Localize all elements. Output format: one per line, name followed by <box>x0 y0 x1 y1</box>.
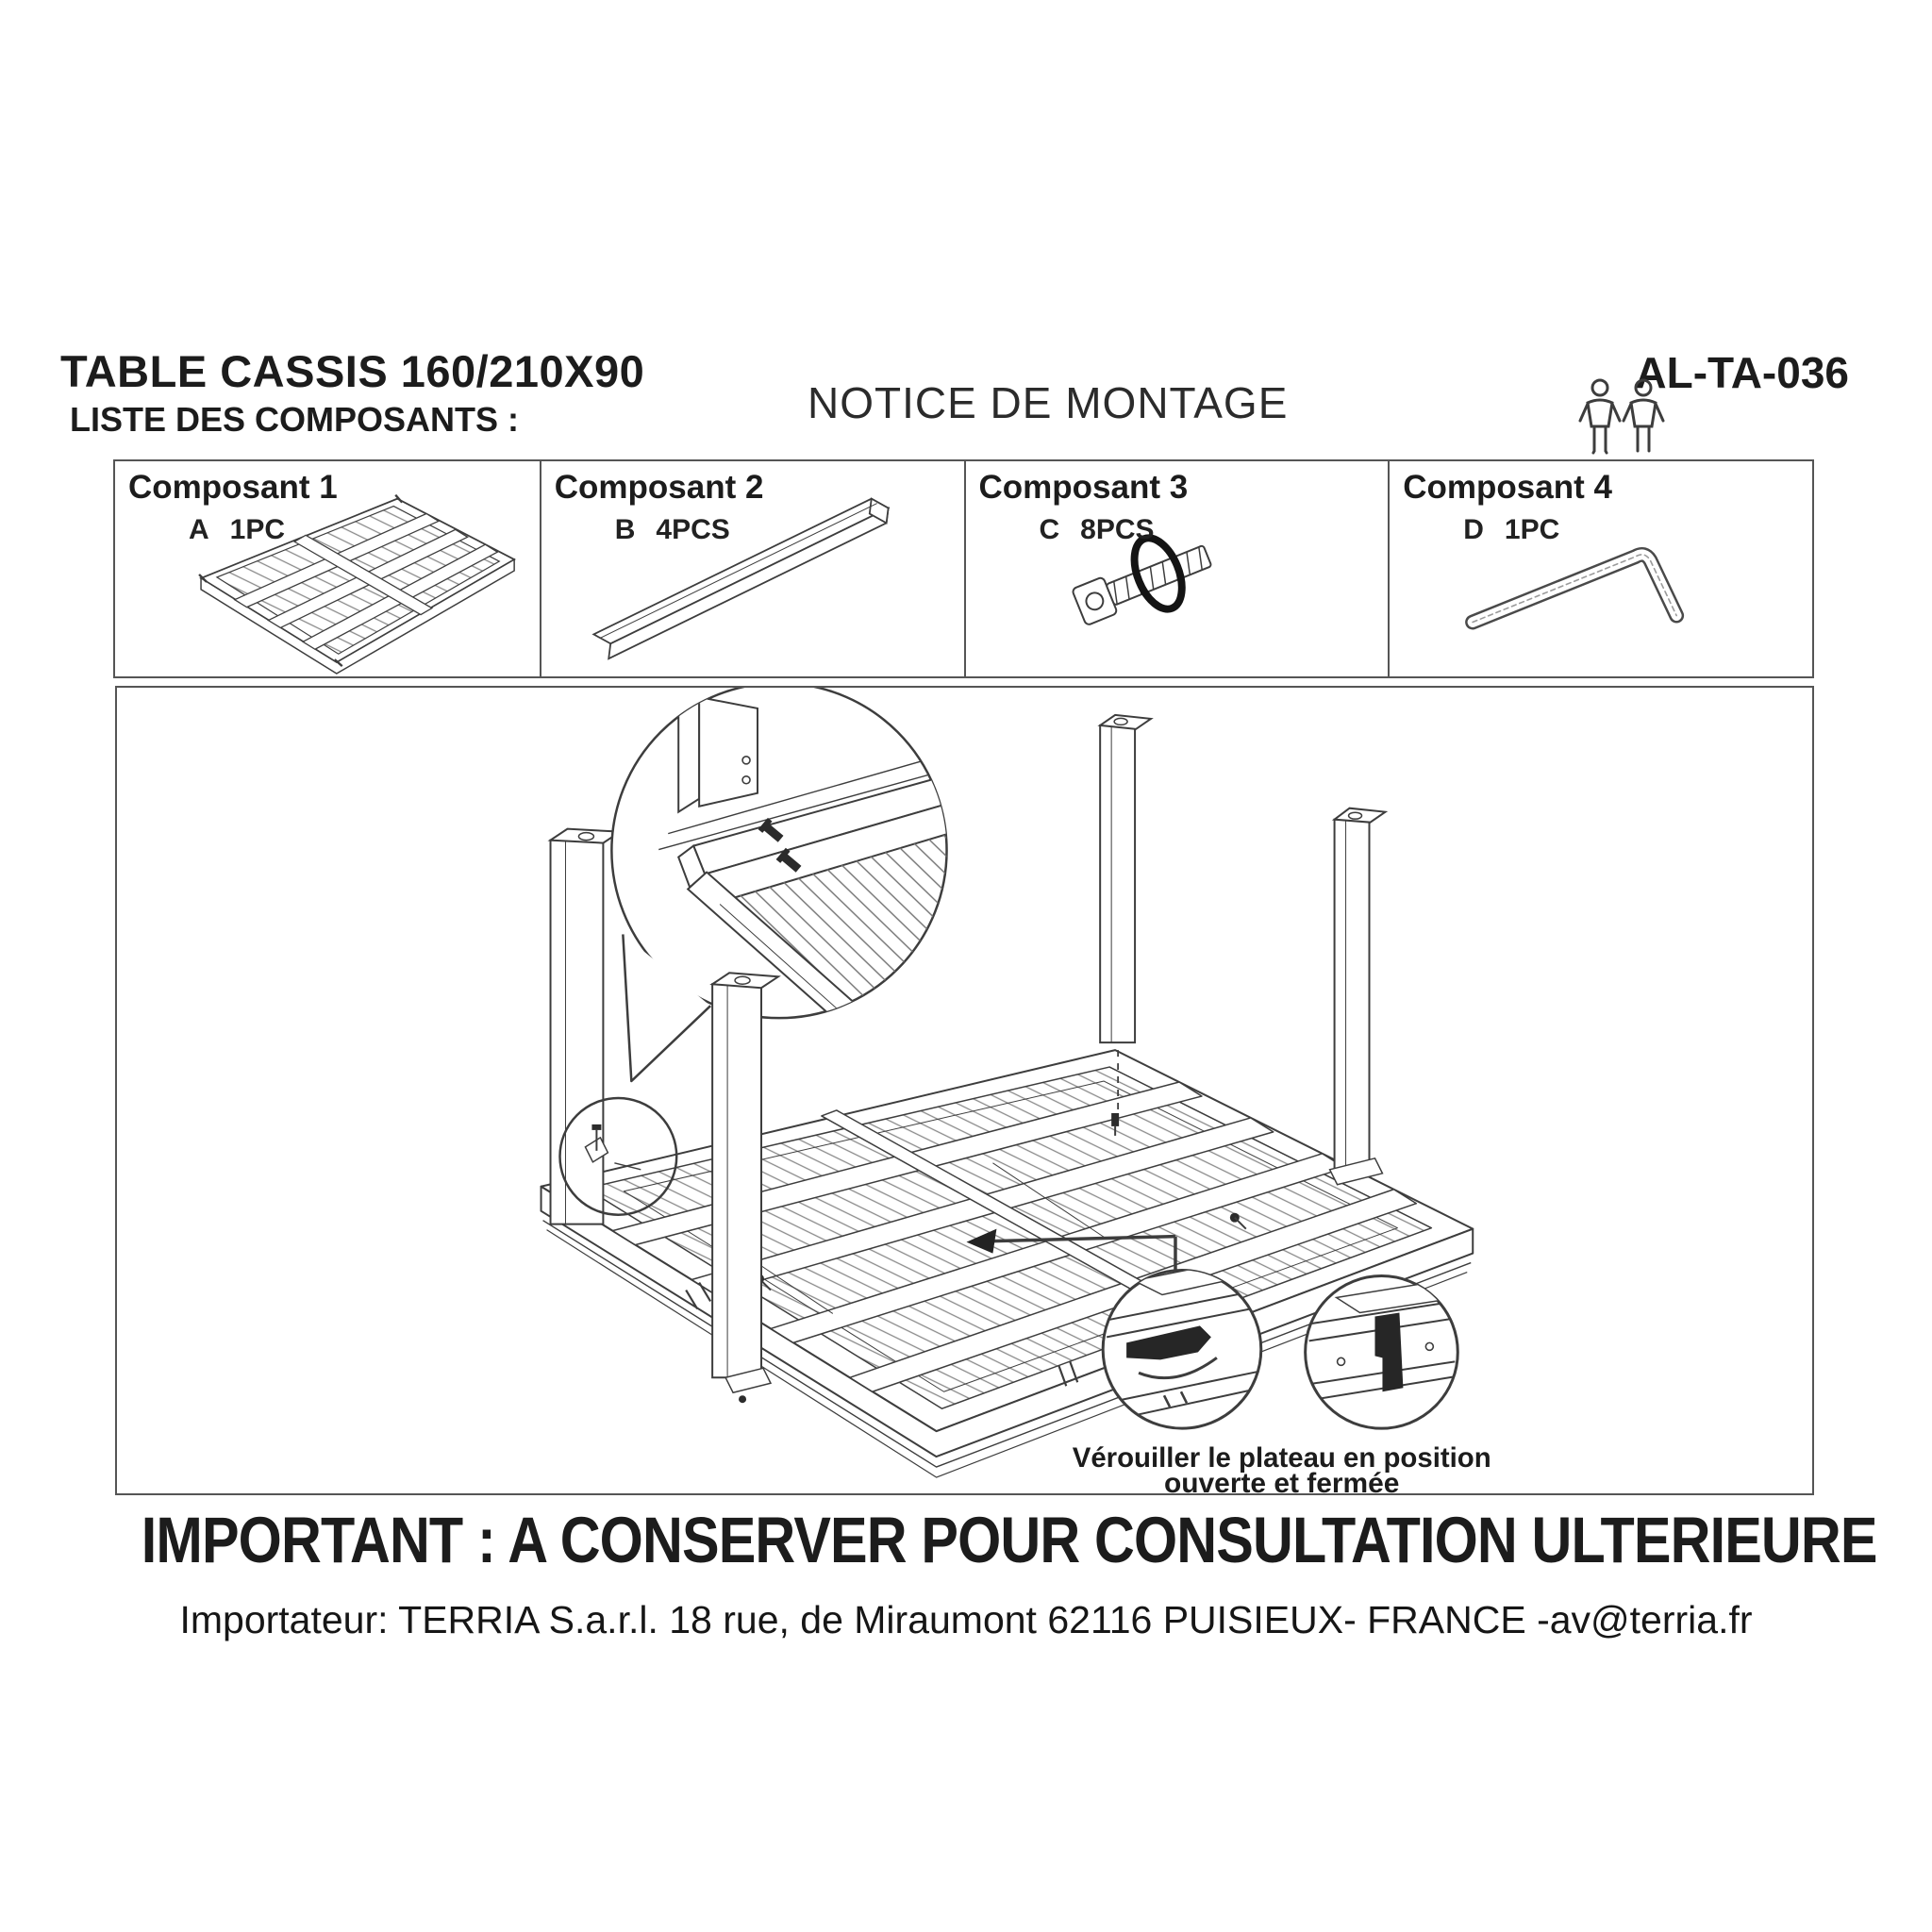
assembly-diagram-panel <box>115 686 1814 1495</box>
component-qty <box>615 514 730 546</box>
important-notice: IMPORTANT : A CONSERVER POUR CONSULTATION ULTERIEURE <box>141 1504 1877 1576</box>
reference-code: AL-TA-036 <box>1635 348 1849 397</box>
component-name: Composant 3 <box>978 469 1189 506</box>
components-list-label: LISTE DES COMPOSANTS : <box>70 400 520 439</box>
importer-info: Importateur: TERRIA S.a.r.l. 18 rue, de Miraumont 62116 PUISIEUX- FRANCE -av@terria.fr <box>179 1598 1753 1641</box>
component-name: Composant 4 <box>1403 469 1612 506</box>
part-letter: C <box>1039 514 1060 545</box>
two-person-assembly-icon <box>1574 377 1672 457</box>
part-count: 8PCS <box>1080 514 1155 545</box>
component-name: Composant 1 <box>128 469 338 506</box>
part-letter: D <box>1463 514 1484 545</box>
table-top-underside <box>541 1050 1474 1477</box>
part-letter: A <box>189 514 209 545</box>
lock-detail-closed <box>1306 1276 1458 1429</box>
component-cell-4 <box>1388 461 1812 676</box>
page-title: TABLE CASSIS 160/210X90 <box>60 346 645 396</box>
part-count: 1PC <box>1504 514 1560 545</box>
lock-caption-line2: ouverte et fermée <box>1164 1468 1400 1493</box>
component-cell-2 <box>540 461 964 676</box>
lock-caption-line1: Vérouiller le plateau en position <box>1072 1442 1491 1474</box>
component-qty <box>189 514 285 546</box>
part-count: 4PCS <box>656 514 730 545</box>
component-cell-3 <box>964 461 1389 676</box>
table-leg-d <box>1330 808 1386 1185</box>
part-letter: B <box>614 514 636 545</box>
assembly-diagram <box>117 688 1812 1493</box>
component-name: Composant 2 <box>554 469 764 506</box>
part-count: 1PC <box>229 514 286 545</box>
component-qty <box>1040 514 1155 546</box>
detail-magnifier-circle <box>611 688 964 1092</box>
component-qty <box>1463 514 1559 546</box>
notice-title: NOTICE DE MONTAGE <box>808 378 1289 427</box>
component-cell-1 <box>115 461 540 676</box>
components-table <box>113 459 1814 678</box>
